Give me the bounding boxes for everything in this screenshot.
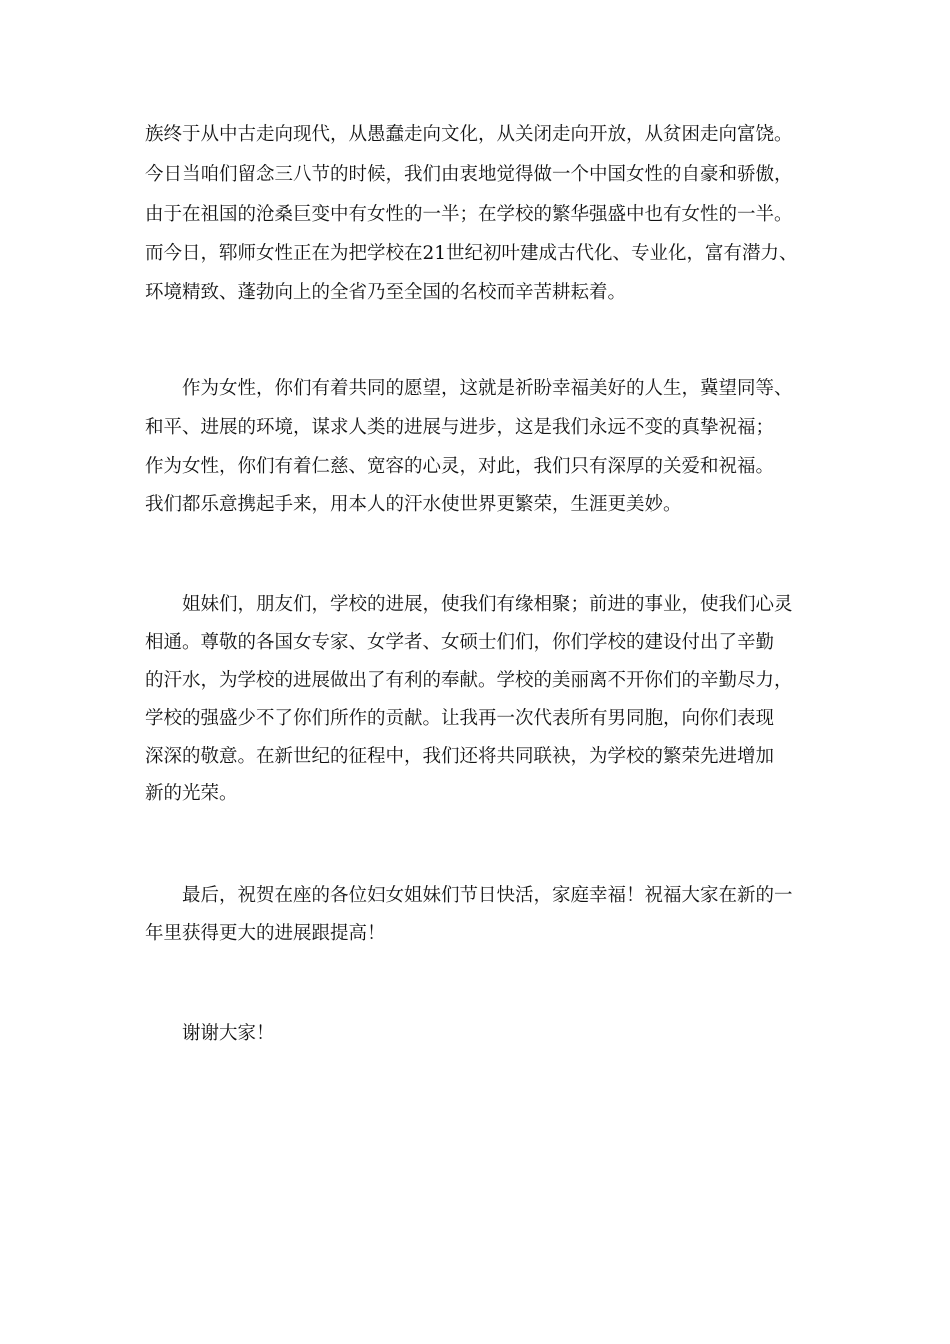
paragraph-1-line-1: 族终于从中古走向现代，从愚蠢走向文化，从关闭走向开放，从贫困走向富饶。 (145, 124, 793, 145)
paragraph-2-line-4: 我们都乐意携起手来，用本人的汗水使世界更繁荣，生涯更美妙。 (145, 494, 682, 515)
paragraph-2-line-3: 作为女性，你们有着仁慈、宽容的心灵，对此，我们只有深厚的关爱和祝福。 (145, 456, 775, 477)
paragraph-3-line-3: 的汗水，为学校的进展做出了有利的奉献。学校的美丽离不开你们的辛勤尽力， (145, 670, 793, 691)
paragraph-4-line-1: 最后，祝贺在座的各位妇女姐妹们节日快活，家庭幸福！祝福大家在新的一 (145, 885, 793, 906)
paragraph-3-line-5: 深深的敬意。在新世纪的征程中，我们还将共同联袂，为学校的繁荣先进增加 (145, 746, 775, 767)
paragraph-3-line-4: 学校的强盛少不了你们所作的贡献。让我再一次代表所有男同胞，向你们表现 (145, 708, 775, 729)
paragraph-1-line-5: 环境精致、蓬勃向上的全省乃至全国的名校而辛苦耕耘着。 (145, 282, 627, 303)
paragraph-1-line-4: 而今日，郓师女性正在为把学校在21世纪初叶建成古代化、专业化，富有潜力、 (145, 243, 798, 264)
paragraph-3-line-1: 姐妹们，朋友们，学校的进展，使我们有缘相聚；前进的事业，使我们心灵 (145, 594, 793, 615)
paragraph-3-line-6: 新的光荣。 (145, 783, 238, 804)
paragraph-3-line-2: 相通。尊敬的各国女专家、女学者、女硕士们们，你们学校的建设付出了辛勤 (145, 632, 775, 653)
paragraph-1-line-3: 由于在祖国的沧桑巨变中有女性的一半；在学校的繁华强盛中也有女性的一半。 (145, 204, 793, 225)
paragraph-1-line-2: 今日当咱们留念三八节的时候，我们由衷地觉得做一个中国女性的自豪和骄傲， (145, 164, 793, 185)
paragraph-2-line-1: 作为女性，你们有着共同的愿望，这就是祈盼幸福美好的人生，冀望同等、 (145, 378, 793, 399)
paragraph-4-line-2: 年里获得更大的进展跟提高！ (145, 923, 386, 944)
paragraph-5-line-1: 谢谢大家！ (145, 1023, 275, 1044)
paragraph-2-line-2: 和平、进展的环境，谋求人类的进展与进步，这是我们永远不变的真挚祝福； (145, 417, 775, 438)
